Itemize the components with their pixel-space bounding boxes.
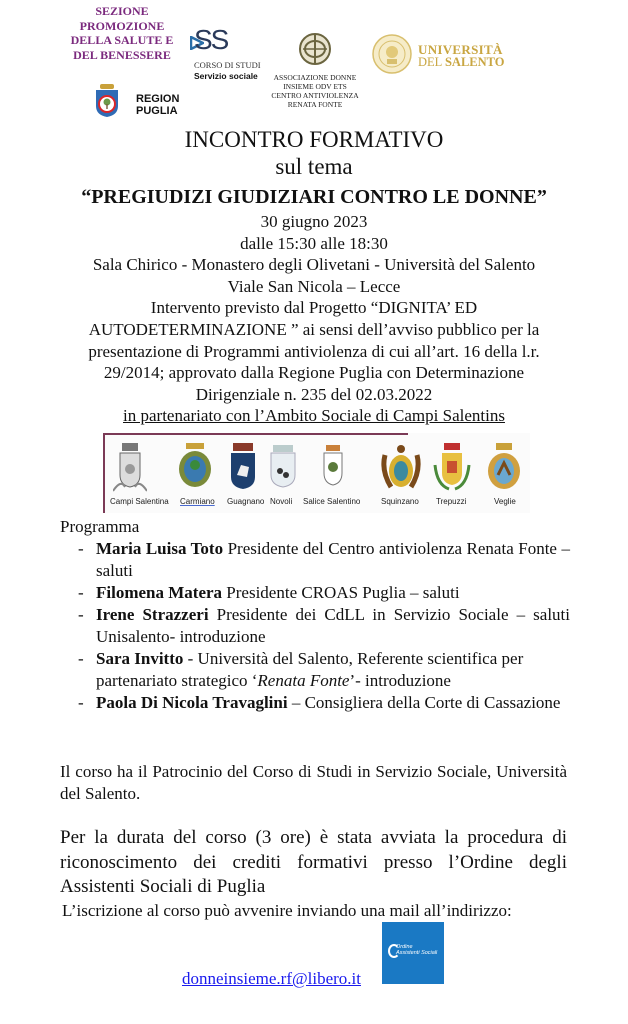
crest-squinzano-icon (381, 441, 421, 495)
project-line: Intervento previsto dal Progetto “DIGNITA’ ED (150, 298, 478, 318)
patrocinio-text: Il corso ha il Patrocinio del Corso di Studi in Servizio Sociale, Università del Salento. (60, 762, 567, 803)
crest-veglie-icon (486, 441, 522, 493)
municipality-label: Trepuzzi (436, 497, 467, 506)
speaker-name: Maria Luisa Toto (96, 539, 224, 558)
speaker-name: Paola Di Nicola Travaglini (96, 693, 288, 712)
programma-section (60, 516, 570, 714)
associazione-line: CENTRO ANTIVIOLENZA (271, 91, 359, 100)
universita-line1: UNIVERSITÀ (418, 42, 503, 57)
project-line: AUTODETERMINAZIONE ” ai sensi dell’avviso pubblico per la (88, 319, 540, 339)
ordine-logo-text: Assistenti Sociali (396, 950, 438, 956)
speaker-role: – Consigliera della Corte di Cassazione (287, 693, 561, 712)
programma-item: - Sara Invitto - Università del Salento, Referente scientifica per partenariato strategico ‘Renata Fonte’- introduzione (78, 649, 524, 690)
speaker-name: Sara Invitto (96, 649, 184, 668)
partnership-line: in partenariato con l’Ambito Sociale di Campi Salentins (123, 406, 505, 426)
municipality-label: Novoli (270, 497, 293, 506)
crest-trepuzzi-icon (433, 441, 471, 493)
title-sub: sul tema (275, 154, 353, 179)
speaker-role: - Università del Salento, Referente scientifica per partenariato strategico ‘ (96, 649, 524, 690)
corso-logo-line2: Servizio sociale (194, 71, 258, 81)
sezione-line: SEZIONE (95, 4, 149, 18)
region-logo-text: REGION (136, 93, 180, 105)
project-line: 29/2014; approvato dalla Regione Puglia con Determinazione (103, 363, 525, 383)
corso-logo-line1: CORSO DI STUDI (194, 60, 261, 70)
sezione-line: PROMOZIONE (79, 18, 165, 33)
associazione-line: ASSOCIAZIONE DONNE (273, 73, 357, 82)
municipality-label: Guagnano (227, 497, 265, 506)
title-theme: “PREGIUDIZI GIUDIZIARI CONTRO LE DONNE” (81, 186, 547, 208)
universita-line2-bold: SALENTO (444, 55, 505, 69)
programma-heading: Programma (60, 517, 140, 536)
regione-puglia-shield-icon (94, 84, 120, 118)
event-details (0, 211, 628, 427)
sezione-promozione-logo (62, 4, 182, 62)
universita-salento-logo (372, 34, 512, 74)
universita-line2-prefix: DEL (418, 55, 442, 69)
universita-line2 (418, 56, 504, 69)
speaker-role-after: ’- introduzione (349, 671, 451, 690)
ordine-assistenti-sociali-logo (382, 922, 444, 984)
municipality-label: Campi Salentina (110, 497, 169, 506)
event-address: Viale San Nicola – Lecce (227, 276, 401, 296)
durata-text: Per la durata del corso (3 ore) è stata avviata la procedura di riconoscimento dei crediti formativi presso l’Ordine degli Assistenti Sociali di Puglia (60, 827, 567, 897)
speaker-role: Presidente CROAS Puglia – saluti (222, 583, 460, 602)
speaker-role: Presidente dei CdLL in Servizio Sociale – saluti Unisalento- introduzione (96, 605, 570, 646)
municipality-label: Carmiano (180, 497, 215, 506)
crest-carmiano-icon (177, 441, 213, 493)
corso-logo-mark: SS (194, 24, 228, 55)
event-venue: Sala Chirico - Monastero degli Olivetani - Università del Salento (92, 255, 536, 275)
associazione-line: INSIEME ODV ETS (283, 82, 347, 91)
speaker-name: Filomena Matera (96, 583, 223, 602)
municipalities-strip (103, 433, 530, 513)
crest-campi-salentina-icon (113, 441, 147, 493)
ordine-logo-text: Ordine (396, 944, 413, 950)
iscrizione-text: L’iscrizione al corso può avvenire inviando una mail all’indirizzo: (62, 901, 512, 920)
municipality-label: Veglie (494, 497, 516, 506)
associazione-emblem-icon (298, 32, 332, 66)
municipality-label: Squinzano (381, 497, 419, 506)
speaker-role-italic: Renata Fonte (257, 671, 350, 690)
event-time: dalle 15:30 alle 18:30 (240, 233, 388, 253)
strip-top-border (103, 433, 408, 435)
crest-salice-salentino-icon (322, 441, 344, 493)
event-date: 30 giugno 2023 (260, 212, 368, 231)
speaker-name: Irene Strazzeri (96, 605, 209, 624)
project-line: presentazione di Programmi antiviolenza di cui all’art. 16 della l.r. (88, 341, 540, 361)
page-title: INCONTRO FORMATIVO (184, 127, 444, 152)
universita-seal-icon (372, 34, 412, 74)
sezione-line: DELLA SALUTE E (70, 33, 174, 47)
crest-guagnano-icon (229, 441, 257, 493)
programma-item: - Paola Di Nicola Travaglini – Consigliera della Corte di Cassazione (78, 693, 561, 712)
speaker-role: Presidente del Centro antiviolenza Renata Fonte – saluti (96, 539, 570, 580)
regione-puglia-logo (90, 82, 190, 122)
email-link[interactable]: donneinsieme.rf@libero.it (182, 969, 361, 988)
crest-novoli-icon (268, 441, 298, 493)
municipality-label: Salice Salentino (303, 497, 361, 506)
region-logo-text: PUGLIA (136, 105, 178, 117)
programma-item: - Filomena Matera Presidente CROAS Puglia – saluti (78, 583, 460, 602)
sezione-line: DEL BENESSERE (73, 47, 171, 62)
associazione-donne-logo (265, 32, 365, 109)
project-line: Dirigenziale n. 235 del 02.03.2022 (195, 384, 433, 404)
associazione-line: RENATA FONTE (287, 100, 343, 109)
programma-item: - Maria Luisa Toto Presidente del Centro antiviolenza Renata Fonte – saluti (78, 539, 570, 580)
programma-item: - Irene Strazzeri Presidente dei CdLL in Servizio Sociale – saluti Unisalento- introduzione (78, 605, 570, 646)
